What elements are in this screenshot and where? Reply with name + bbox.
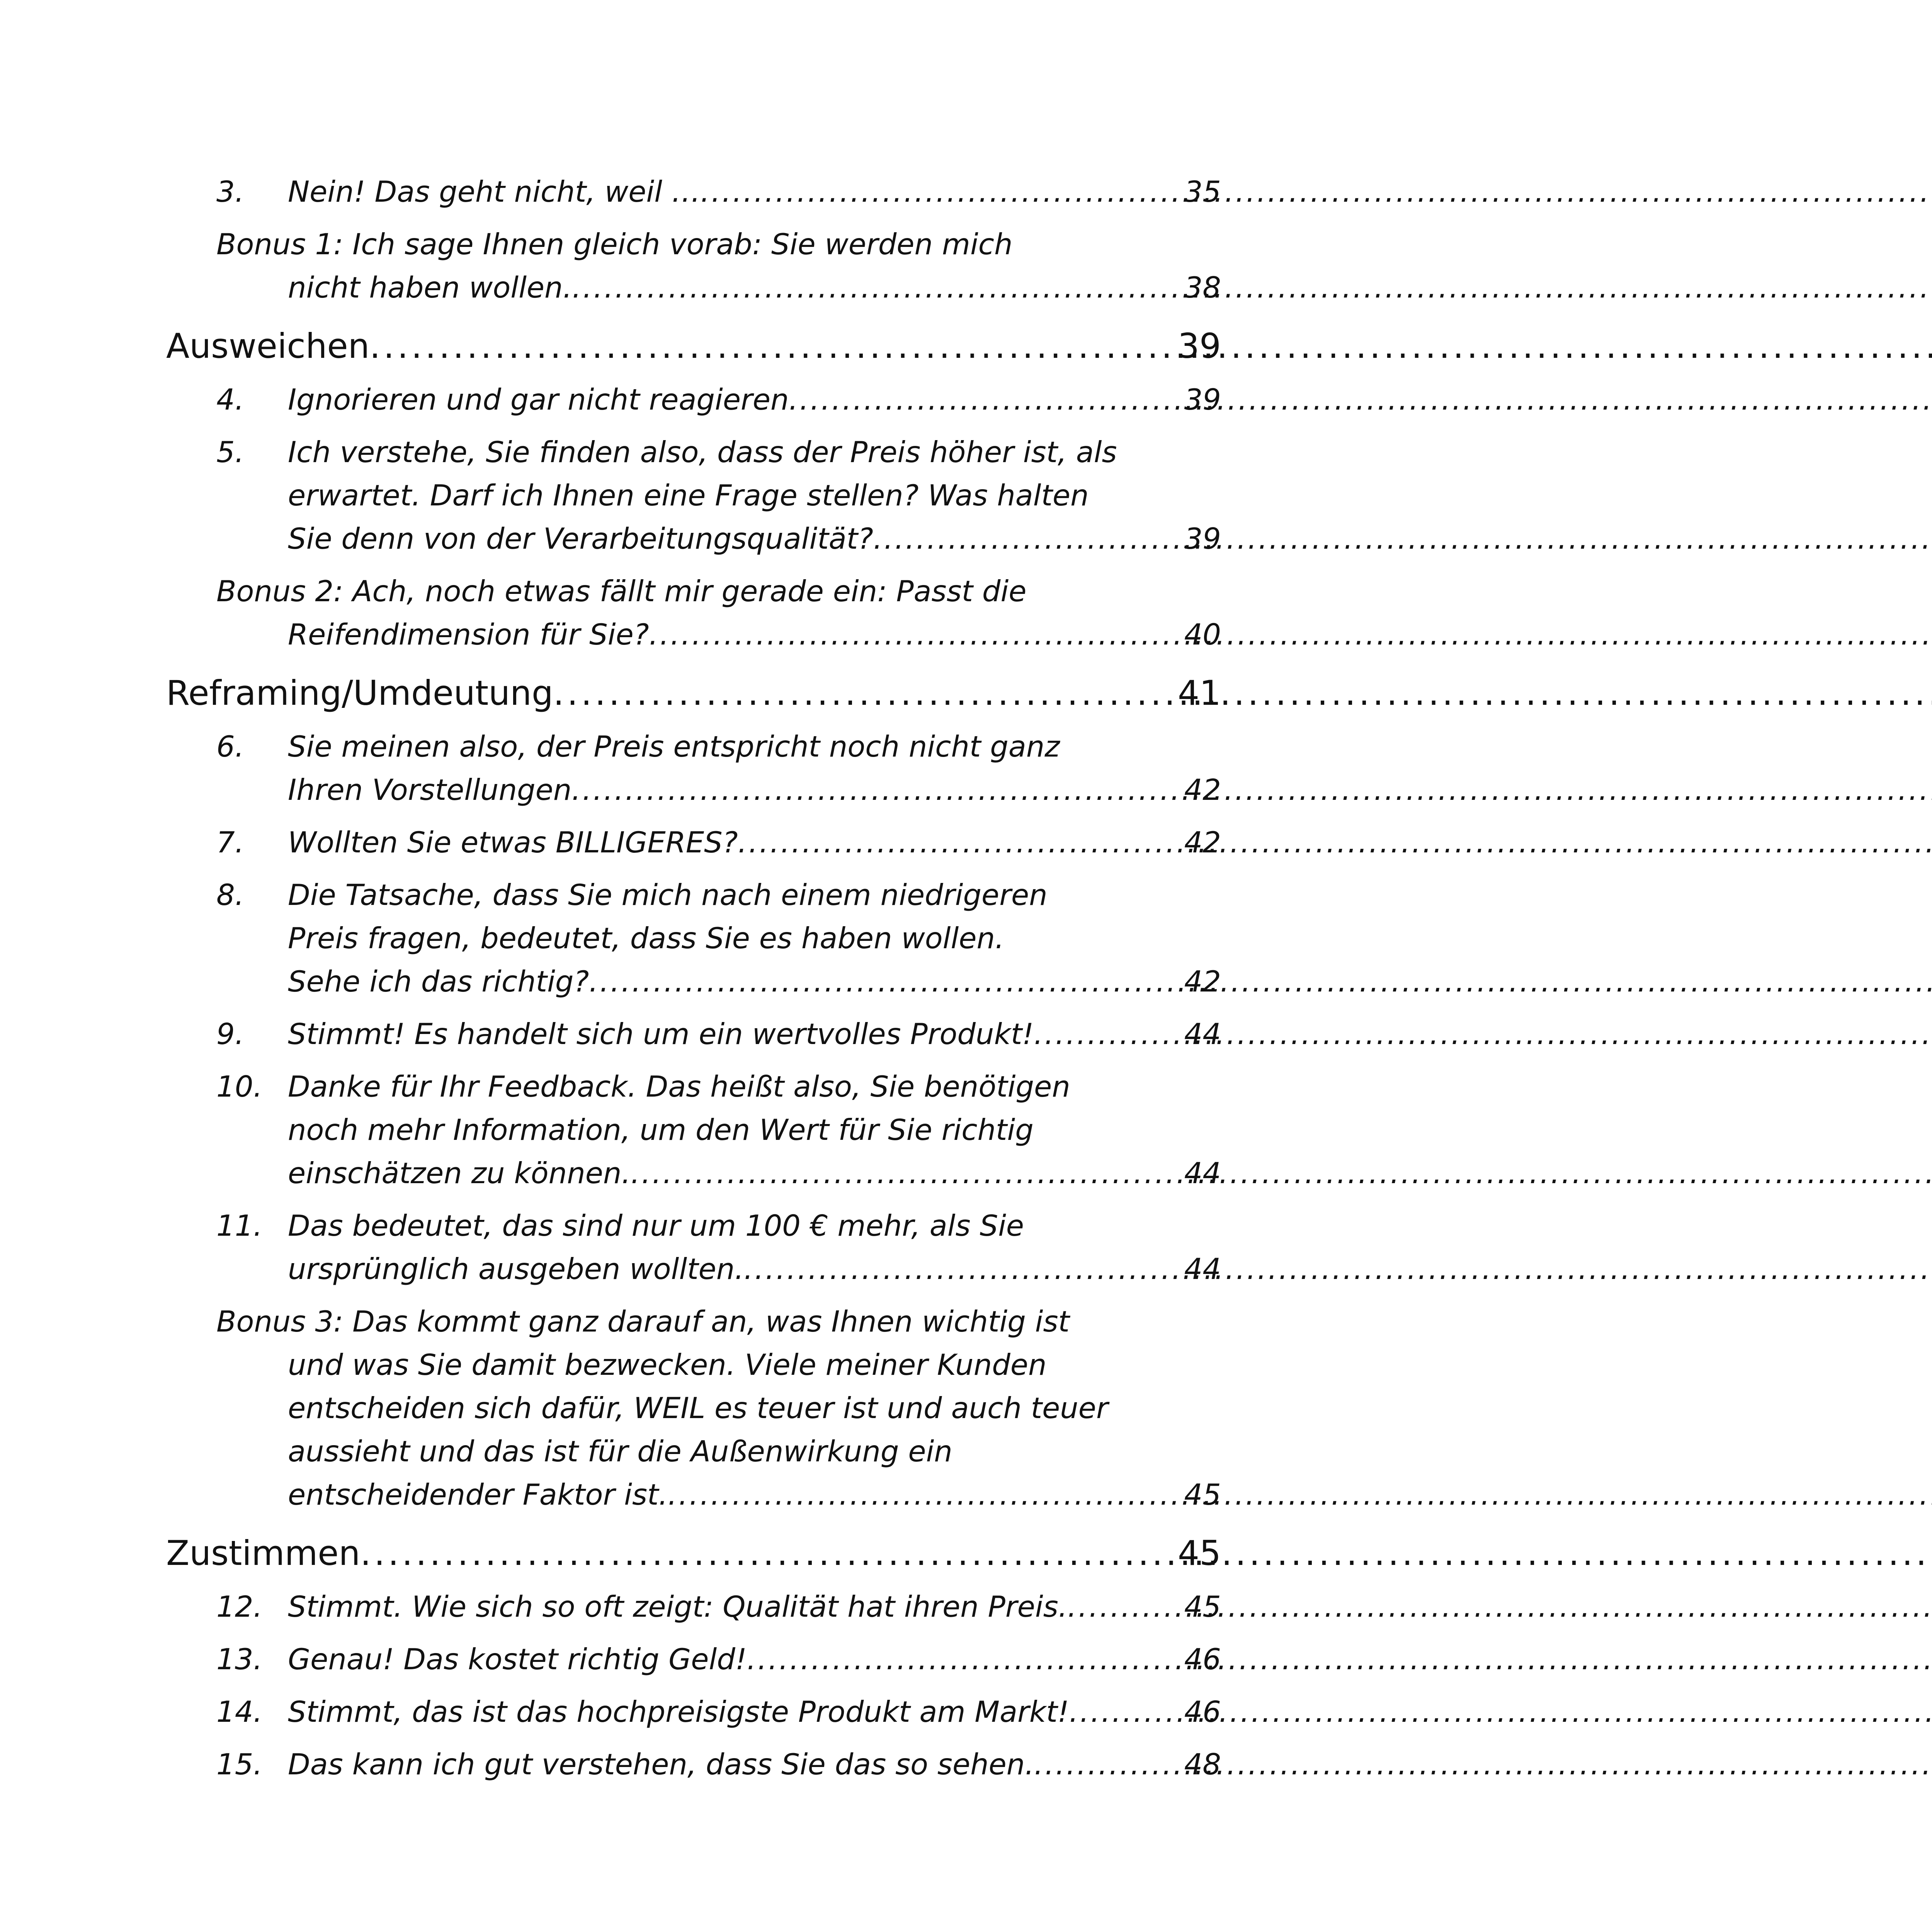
- dot-leader: [369, 323, 1174, 369]
- toc-line-last: [166, 1743, 1221, 1786]
- toc-entry-number: 3.: [216, 175, 244, 209]
- toc-page-number: 39: [1184, 383, 1221, 417]
- toc-entry: [166, 170, 1221, 213]
- dot-leader: [738, 821, 1180, 864]
- toc-line-last: [166, 266, 1221, 309]
- toc-entry-number: 12.: [216, 1590, 263, 1624]
- toc-page-number: 42: [1184, 964, 1221, 998]
- toc-bonus-entry: [166, 1300, 1221, 1516]
- toc-line: [166, 430, 1221, 474]
- toc-line: [166, 1300, 1221, 1343]
- toc-section-title: Zustimmen: [166, 1533, 361, 1573]
- toc-line-last: [166, 378, 1221, 421]
- toc-entry-text: Ihren Vorstellungen: [288, 773, 572, 807]
- toc-entry: [166, 821, 1221, 864]
- dot-leader: [649, 613, 1180, 656]
- toc-page-number: 48: [1184, 1747, 1221, 1781]
- toc-section: [166, 323, 1221, 369]
- toc-entry-text: Die Tatsache, dass Sie mich nach einem niedrigeren: [288, 878, 1048, 912]
- toc-entry-text: nicht haben wollen.: [288, 270, 572, 304]
- toc-line-last: [166, 821, 1221, 864]
- toc-page-number: 45: [1184, 1478, 1221, 1512]
- toc-entry-text: einschätzen zu können.: [288, 1156, 631, 1190]
- toc-line: [166, 873, 1221, 917]
- toc-entry-number: 14.: [216, 1695, 263, 1729]
- toc-section: [166, 670, 1221, 716]
- toc-page-number: 39: [1184, 522, 1221, 556]
- dot-leader: [873, 517, 1180, 560]
- toc-line-last: [166, 768, 1221, 811]
- toc-page-number: 41: [1178, 673, 1221, 713]
- toc-entry-text: Sie denn von der Verarbeitungsqualität?: [288, 522, 873, 556]
- toc-bonus-entry: [166, 570, 1221, 656]
- toc-entry-number: 11.: [216, 1209, 263, 1243]
- toc-line-last: [166, 170, 1221, 213]
- toc-entry-text: Stimmt, das ist das hochpreisigste Produkt am Markt!: [288, 1695, 1069, 1729]
- toc-entry-number: 6.: [216, 730, 244, 764]
- toc-page-number: 44: [1184, 1156, 1221, 1190]
- toc-entry-text: Stimmt. Wie sich so oft zeigt: Qualität hat ihren Preis.: [288, 1590, 1068, 1624]
- toc-entry-number: 15.: [216, 1747, 263, 1781]
- toc-line: [166, 1065, 1221, 1108]
- toc-entry: [166, 1585, 1221, 1628]
- toc-line: [166, 917, 1221, 960]
- toc-section-title: Ausweichen: [166, 326, 370, 366]
- toc-page-number: 46: [1184, 1642, 1221, 1676]
- toc-line-last: [166, 1690, 1221, 1733]
- toc-section-title: Reframing/Umdeutung: [166, 673, 553, 713]
- toc-line-last: [166, 1638, 1221, 1681]
- dot-leader: [553, 670, 1174, 716]
- toc-page-number: 42: [1184, 825, 1221, 859]
- dot-leader: [744, 1247, 1180, 1291]
- toc-line: [166, 1204, 1221, 1247]
- toc-section-line: [166, 323, 1221, 369]
- toc-page-number: 39: [1178, 326, 1221, 366]
- toc-entry-text: Bonus 3: Das kommt ganz darauf an, was Ihnen wichtig ist: [216, 1304, 1070, 1338]
- toc-page-number: 44: [1184, 1252, 1221, 1286]
- toc-line: [166, 223, 1221, 266]
- toc-page-number: 35: [1184, 175, 1221, 209]
- toc-entry-text: entscheiden sich dafür, WEIL es teuer ist und auch teuer: [288, 1391, 1108, 1425]
- toc-entry-text: Stimmt! Es handelt sich um ein wertvolles Produkt!: [288, 1017, 1034, 1051]
- toc-entry: [166, 1743, 1221, 1786]
- toc-line-last: [166, 1012, 1221, 1056]
- dot-leader: [701, 170, 1180, 213]
- toc-entry-text: Bonus 2: Ach, noch etwas fällt mir gerade ein: Passt die: [216, 574, 1027, 608]
- toc-entry-text: Sehe ich das richtig?: [288, 964, 589, 998]
- dot-leader: [1069, 1690, 1180, 1733]
- toc-entry: [166, 1638, 1221, 1681]
- table-of-contents: [166, 170, 1221, 1795]
- toc-entry-text: Reifendimension für Sie?: [288, 617, 649, 651]
- toc-entry: [166, 430, 1221, 560]
- toc-page-number: 46: [1184, 1695, 1221, 1729]
- toc-line: [166, 1386, 1221, 1430]
- toc-section-line: [166, 1530, 1221, 1577]
- toc-entry-number: 9.: [216, 1017, 244, 1051]
- toc-entry-text: entscheidender Faktor ist.: [288, 1478, 668, 1512]
- toc-entry-text: Ich verstehe, Sie finden also, dass der Preis höher ist, als: [288, 435, 1117, 469]
- toc-entry-text: aussieht und das ist für die Außenwirkung ein: [288, 1434, 952, 1468]
- toc-line: [166, 570, 1221, 613]
- toc-entry: [166, 1690, 1221, 1733]
- toc-line: [166, 725, 1221, 768]
- toc-page-number: 40: [1184, 617, 1221, 651]
- toc-line-last: [166, 613, 1221, 656]
- toc-entry-text: Danke für Ihr Feedback. Das heißt also, Sie benötigen: [288, 1070, 1070, 1104]
- toc-line-last: [166, 1247, 1221, 1291]
- toc-entry-number: 10.: [216, 1070, 263, 1104]
- toc-entry-number: 7.: [216, 825, 244, 859]
- toc-line: [166, 474, 1221, 517]
- toc-line-last: [166, 1473, 1221, 1516]
- toc-bonus-entry: [166, 223, 1221, 309]
- toc-entry-text: Das kann ich gut verstehen, dass Sie das so sehen.: [288, 1747, 1034, 1781]
- dot-leader: [1034, 1012, 1180, 1056]
- toc-entry: [166, 378, 1221, 421]
- toc-entry: [166, 1204, 1221, 1291]
- toc-entry: [166, 873, 1221, 1003]
- toc-entry: [166, 725, 1221, 811]
- toc-page-number: 45: [1184, 1590, 1221, 1624]
- dot-leader: [572, 266, 1180, 309]
- dot-leader: [360, 1530, 1174, 1577]
- toc-entry-text: Sie meinen also, der Preis entspricht noch nicht ganz: [288, 730, 1060, 764]
- toc-entry: [166, 1012, 1221, 1056]
- dot-leader: [571, 768, 1180, 811]
- toc-entry-text: erwartet. Darf ich Ihnen eine Frage stellen? Was halten: [288, 478, 1089, 512]
- toc-entry-text: Nein! Das geht nicht, weil …: [288, 175, 701, 209]
- toc-page-number: 45: [1178, 1533, 1221, 1573]
- toc-page-number: 42: [1184, 773, 1221, 807]
- toc-entry-text: ursprünglich ausgeben wollten.: [288, 1252, 744, 1286]
- toc-line-last: [166, 1585, 1221, 1628]
- toc-entry-text: Ignorieren und gar nicht reagieren: [288, 383, 789, 417]
- toc-line-last: [166, 517, 1221, 560]
- toc-section-line: [166, 670, 1221, 716]
- dot-leader: [1034, 1743, 1180, 1786]
- toc-entry-text: Bonus 1: Ich sage Ihnen gleich vorab: Sie werden mich: [216, 227, 1013, 261]
- dot-leader: [668, 1473, 1180, 1516]
- toc-entry-text: Preis fragen, bedeutet, dass Sie es haben wollen.: [288, 921, 1004, 955]
- toc-entry: [166, 1065, 1221, 1195]
- toc-entry-number: 4.: [216, 383, 244, 417]
- toc-line: [166, 1108, 1221, 1151]
- toc-entry-number: 5.: [216, 435, 244, 469]
- toc-line-last: [166, 1151, 1221, 1195]
- toc-entry-number: 13.: [216, 1642, 263, 1676]
- toc-section: [166, 1530, 1221, 1577]
- dot-leader: [789, 378, 1180, 421]
- dot-leader: [589, 960, 1180, 1003]
- dot-leader: [631, 1151, 1180, 1195]
- dot-leader: [1068, 1585, 1180, 1628]
- toc-entry-text: Genau! Das kostet richtig Geld!: [288, 1642, 747, 1676]
- toc-line: [166, 1430, 1221, 1473]
- toc-page-number: 38: [1184, 270, 1221, 304]
- toc-entry-text: und was Sie damit bezwecken. Viele meiner Kunden: [288, 1348, 1047, 1382]
- toc-line: [166, 1343, 1221, 1386]
- toc-page-number: 44: [1184, 1017, 1221, 1051]
- toc-line-last: [166, 960, 1221, 1003]
- toc-entry-text: Wollten Sie etwas BILLIGERES?: [288, 825, 738, 859]
- dot-leader: [747, 1638, 1180, 1681]
- toc-entry-text: Das bedeutet, das sind nur um 100 € mehr, als Sie: [288, 1209, 1024, 1243]
- toc-entry-text: noch mehr Information, um den Wert für Sie richtig: [288, 1113, 1034, 1147]
- toc-entry-number: 8.: [216, 878, 244, 912]
